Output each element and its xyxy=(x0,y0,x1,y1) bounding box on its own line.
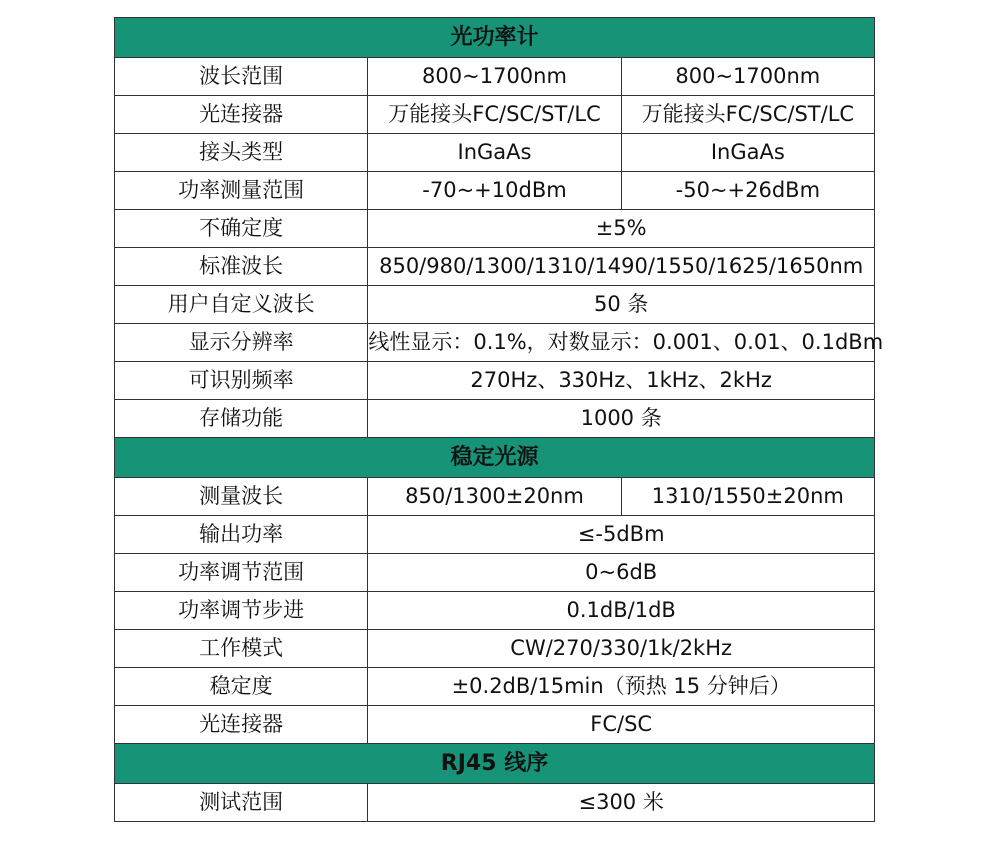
table-row xyxy=(115,58,875,96)
table-row xyxy=(115,96,875,134)
section-title: 稳定光源 xyxy=(115,438,875,478)
row-value: 270Hz、330Hz、1kHz、2kHz xyxy=(368,362,875,400)
row-value: -70~+10dBm xyxy=(368,172,621,210)
table-row xyxy=(115,172,875,210)
row-value: CW/270/330/1k/2kHz xyxy=(368,630,875,668)
table-row xyxy=(115,516,875,554)
row-label: 显示分辨率 xyxy=(115,324,368,362)
section-title: 光功率计 xyxy=(115,18,875,58)
row-label: 功率调节范围 xyxy=(115,554,368,592)
table-row xyxy=(115,210,875,248)
table-row xyxy=(115,706,875,744)
row-value: 800~1700nm xyxy=(621,58,874,96)
row-label: 可识别频率 xyxy=(115,362,368,400)
row-value: ±5% xyxy=(368,210,875,248)
table-row xyxy=(115,784,875,822)
section-header-rj45-wiring xyxy=(115,744,875,784)
row-value: ≤-5dBm xyxy=(368,516,875,554)
row-value: ≤300 米 xyxy=(368,784,875,822)
row-value: 850/1300±20nm xyxy=(368,478,621,516)
row-value: 1000 条 xyxy=(368,400,875,438)
row-label: 功率调节步进 xyxy=(115,592,368,630)
row-label: 存储功能 xyxy=(115,400,368,438)
row-label: 光连接器 xyxy=(115,706,368,744)
row-value: 万能接头FC/SC/ST/LC xyxy=(621,96,874,134)
table-row xyxy=(115,400,875,438)
section-title: RJ45 线序 xyxy=(115,744,875,784)
row-value: 850/980/1300/1310/1490/1550/1625/1650nm xyxy=(368,248,875,286)
row-value: 50 条 xyxy=(368,286,875,324)
row-value: 1310/1550±20nm xyxy=(621,478,874,516)
table-row xyxy=(115,554,875,592)
table-row xyxy=(115,668,875,706)
row-value: 线性显示：0.1%，对数显示：0.001、0.01、0.1dBm xyxy=(368,324,875,362)
section-header-stable-light-source xyxy=(115,438,875,478)
table-row xyxy=(115,478,875,516)
table-row xyxy=(115,286,875,324)
row-value: FC/SC xyxy=(368,706,875,744)
table-row xyxy=(115,248,875,286)
row-value: -50~+26dBm xyxy=(621,172,874,210)
row-label: 光连接器 xyxy=(115,96,368,134)
row-label: 标准波长 xyxy=(115,248,368,286)
section-header-optical-power-meter xyxy=(115,18,875,58)
row-value: 0.1dB/1dB xyxy=(368,592,875,630)
table-row xyxy=(115,630,875,668)
row-label: 接头类型 xyxy=(115,134,368,172)
row-label: 输出功率 xyxy=(115,516,368,554)
row-label: 工作模式 xyxy=(115,630,368,668)
row-label: 用户自定义波长 xyxy=(115,286,368,324)
row-value: InGaAs xyxy=(368,134,621,172)
row-value: 0~6dB xyxy=(368,554,875,592)
row-label: 稳定度 xyxy=(115,668,368,706)
row-label: 测试范围 xyxy=(115,784,368,822)
row-value: 800~1700nm xyxy=(368,58,621,96)
table-row xyxy=(115,362,875,400)
row-value: InGaAs xyxy=(621,134,874,172)
row-value: 万能接头FC/SC/ST/LC xyxy=(368,96,621,134)
table-row xyxy=(115,324,875,362)
row-label: 测量波长 xyxy=(115,478,368,516)
row-value: ±0.2dB/15min（预热 15 分钟后） xyxy=(368,668,875,706)
row-label: 波长范围 xyxy=(115,58,368,96)
table-row xyxy=(115,592,875,630)
spec-table xyxy=(114,17,884,822)
row-label: 功率测量范围 xyxy=(115,172,368,210)
table-row xyxy=(115,134,875,172)
row-label: 不确定度 xyxy=(115,210,368,248)
